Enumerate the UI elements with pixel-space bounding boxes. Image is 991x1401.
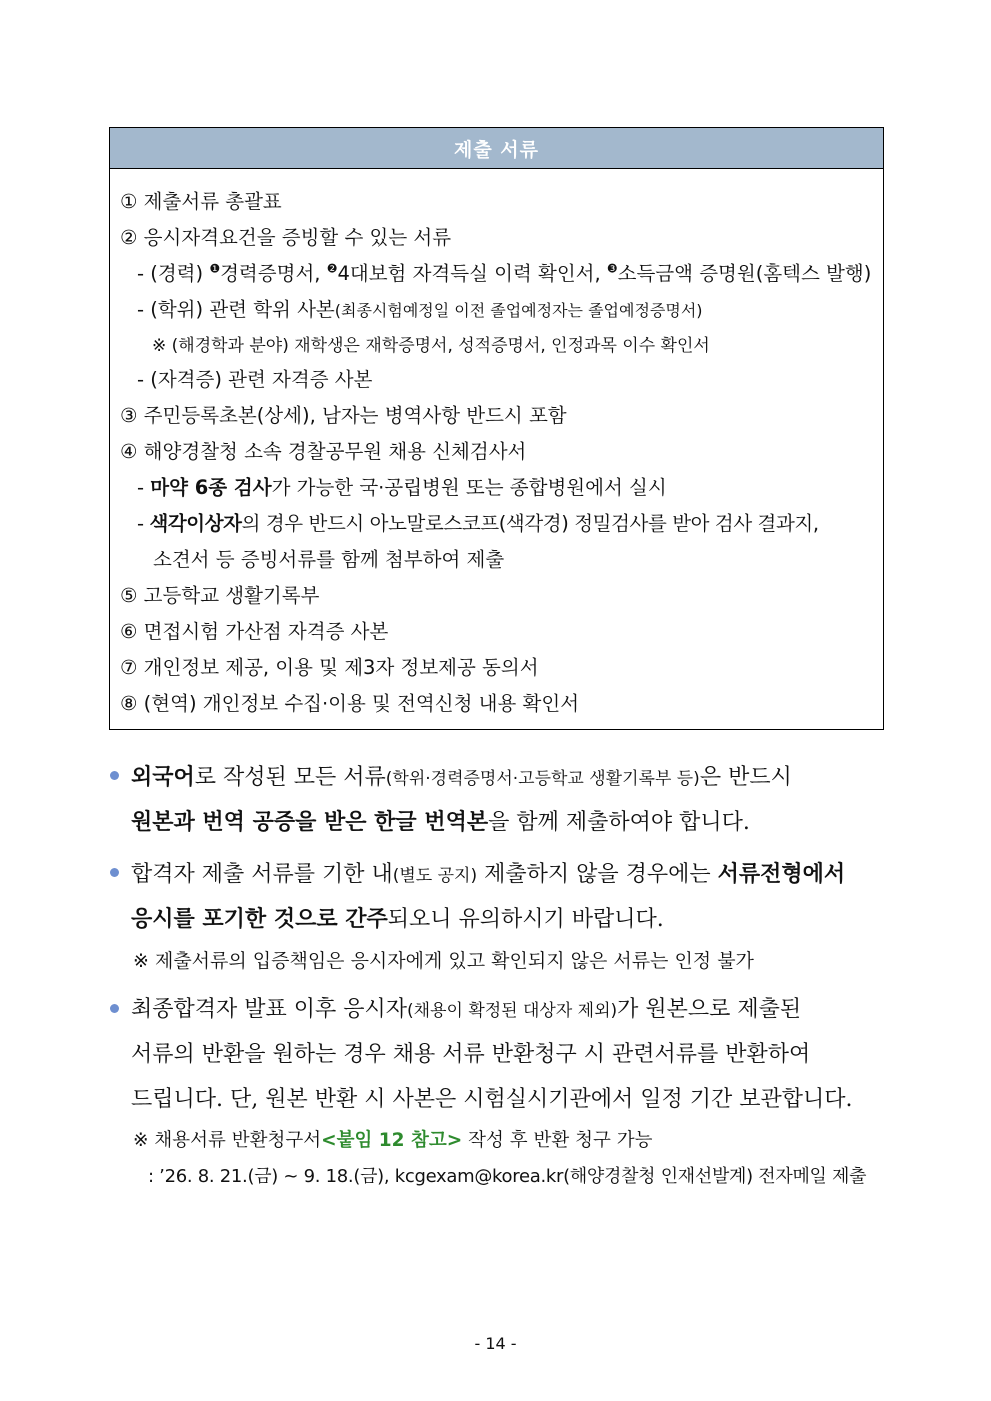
item-1: ① 제출서류 총괄표 [120,190,282,213]
item-2-career: - (경력) $^❶$경력증명서, $^❷$4대보험 자격득실 이력 확인서, $^❸$소득금액 증명원(홈텍스 발행) [137,261,872,285]
item-7: ⑦ 개인정보 제공, 이용 및 제3자 정보제공 동의서 [120,656,539,679]
item-3: ③ 주민등록초본(상세), 남자는 병역사항 반드시 포함 [120,404,567,427]
para2-line1: 합격자 제출 서류를 기한 내(별도 공지) 제출하지 않을 경우에는 서류전형에서 [131,861,846,887]
para3-note2: : ’26. 8. 21.(금) ~ 9. 18.(금), kcgexam@korea.kr(해양경찰청 인재선발계) 전자메일 제출 [148,1166,867,1187]
para2-line2: 응시를 포기한 것으로 간주되오니 유의하시기 바랍니다. [131,906,664,932]
item-4: ④ 해양경찰청 소속 경찰공무원 채용 신체검사서 [120,440,527,463]
bullet-3 [110,1004,119,1013]
item-4-color-vision-cont: 소견서 등 증빙서류를 함께 첨부하여 제출 [153,548,505,571]
item-2-degree: - (학위) 관련 학위 사본(최종시험예정일 이전 졸업예정자는 졸업예정증명서) [137,298,703,321]
item-8: ⑧ (현역) 개인정보 수집·이용 및 전역신청 내용 확인서 [120,692,580,715]
item-4-drug-test: - 마약 6종 검사가 가능한 국·공립병원 또는 종합병원에서 실시 [137,476,667,499]
para3-line1: 최종합격자 발표 이후 응시자(채용이 확정된 대상자 제외)가 원본으로 제출된 [131,997,802,1022]
box-header: 제출 서류 [110,128,883,169]
para3-note: ※ 채용서류 반환청구서<붙임 12 참고> 작성 후 반환 청구 가능 [133,1130,653,1151]
item-2-degree-note: ※ (해경학과 분야) 재학생은 재학증명서, 성적증명서, 인정과목 이수 확인서 [152,336,710,356]
item-2: ② 응시자격요건을 증빙할 수 있는 서류 [120,226,452,249]
para1-line2: 원본과 번역 공증을 받은 한글 번역본을 함께 제출하여야 합니다. [131,809,750,835]
item-5: ⑤ 고등학교 생활기록부 [120,584,320,607]
para1-line1: 외국어로 작성된 모든 서류(학위·경력증명서·고등학교 생활기록부 등)은 반드시 [131,764,792,790]
item-6: ⑥ 면접시험 가산점 자격증 사본 [120,620,389,643]
bullet-2 [110,868,119,877]
para3-line2: 서류의 반환을 원하는 경우 채용 서류 반환청구 시 관련서류를 반환하여 [131,1042,811,1067]
bullet-1 [110,771,119,780]
item-2-license: - (자격증) 관련 자격증 사본 [137,368,373,391]
item-4-color-vision: - 색각이상자의 경우 반드시 아노말로스코프(색각경) 정밀검사를 받아 검사 결과지, [137,512,819,535]
page-number: - 14 - [474,1334,517,1353]
para3-line3: 드립니다. 단, 원본 반환 시 사본은 시험실시기관에서 일정 기간 보관합니다. [131,1087,853,1112]
para2-note: ※ 제출서류의 입증책임은 응시자에게 있고 확인되지 않은 서류는 인정 불가 [133,950,754,972]
